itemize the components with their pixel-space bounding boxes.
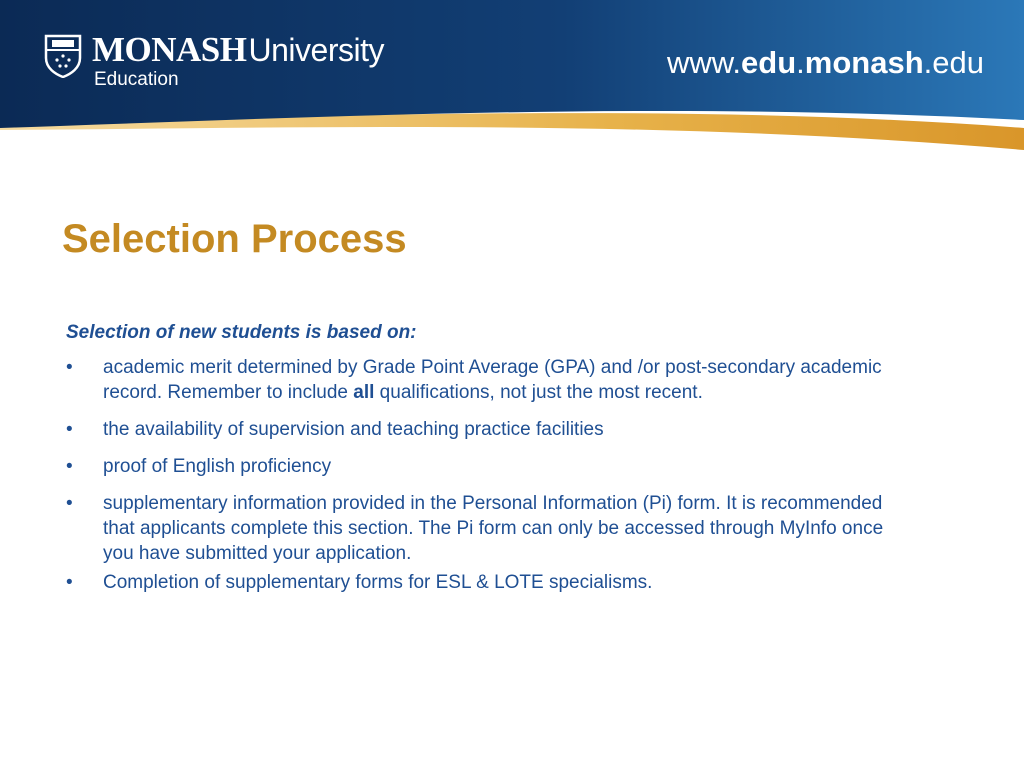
brand-name: MONASH — [92, 30, 247, 69]
bullet-academic-merit — [66, 355, 886, 405]
faculty-name: Education — [94, 69, 179, 90]
header-banner — [0, 0, 1024, 150]
brand-suffix: University — [248, 32, 384, 68]
intro-text: Selection of new students is based on: — [66, 322, 417, 343]
bullet-english-proficiency: • proof of English proficiency — [66, 454, 886, 479]
bullet-supplementary-info: • supplementary information provided in the Personal Information (Pi) form. It is recommended that applicants complete this section. The Pi form can only be accessed through MyInfo once you have submitted your application. — [66, 491, 886, 566]
slide-title: Selection Process — [62, 217, 407, 261]
bullet-text: qualifications, not just the most recent. — [374, 382, 703, 403]
selection-criteria-list — [66, 355, 886, 595]
bullet-availability: • the availability of supervision and teaching practice facilities — [66, 417, 886, 442]
bullet-supplementary-forms: • Completion of supplementary forms for ESL & LOTE specialisms. — [66, 570, 886, 595]
slide-content — [66, 320, 886, 607]
website-url — [667, 44, 984, 82]
url-suffix: .edu — [923, 45, 984, 80]
url-bold-edu: edu — [741, 45, 797, 80]
url-dot: . — [796, 45, 805, 80]
bullet-emphasis: all — [353, 382, 375, 403]
url-prefix: www. — [666, 45, 742, 80]
monash-crest-icon — [44, 34, 82, 78]
bullet-text: academic merit determined by Grade Point Average (GPA) and /or post-secondary academic record. Remember to include — [103, 357, 882, 403]
url-bold-monash: monash — [804, 45, 924, 80]
brand-wordmark — [92, 30, 384, 70]
